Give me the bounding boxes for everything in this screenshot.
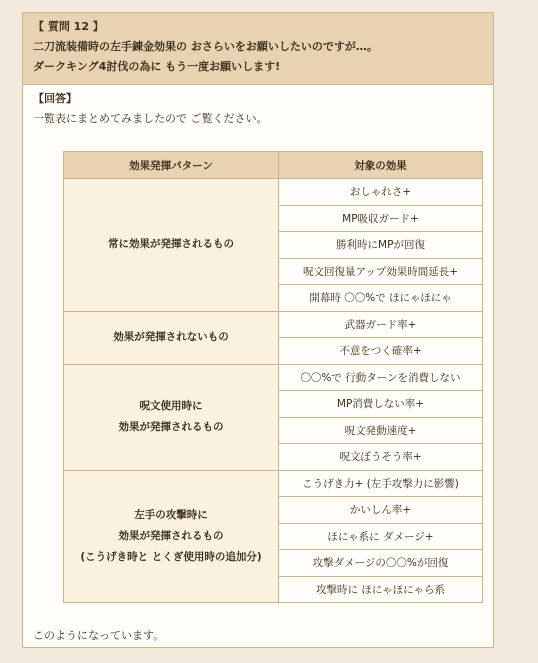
pattern-cell	[64, 311, 279, 364]
pattern-line: 効果が発揮されるもの	[118, 421, 224, 433]
answer-section	[23, 85, 493, 129]
effect-cell: 呪文回復量アップ効果時間延長+	[279, 258, 483, 285]
table-row	[64, 470, 483, 497]
answer-intro: 一覧表にまとめてみましたので ご覧ください。	[33, 112, 268, 125]
effect-cell: こうげき力+ (左手攻撃力に影響)	[279, 470, 483, 497]
header-pattern: 効果発揮パターン	[64, 152, 279, 179]
pattern-line: (こうげき時と とくぎ使用時の追加分)	[80, 550, 262, 563]
question-number: 【 質問 12 】	[33, 20, 104, 33]
pattern-cell	[64, 179, 279, 312]
effect-cell: 勝利時にMPが回復	[279, 232, 483, 259]
pattern-line: 効果が発揮されないもの	[113, 331, 229, 343]
effect-cell: 開幕時 〇〇%で ほにゃほにゃ	[279, 285, 483, 312]
pattern-line: 左手の攻撃時に	[134, 508, 208, 521]
pattern-cell	[64, 470, 279, 603]
answer-closing: このようになっています。	[33, 629, 165, 642]
effect-cell: おしゃれさ+	[279, 179, 483, 206]
table-row	[64, 364, 483, 391]
effect-cell: MP吸収ガード+	[279, 205, 483, 232]
question-line-1: 二刀流装備時の左手錬金効果の おさらいをお願いしたいのですが…。	[33, 40, 378, 53]
effect-cell: 呪文発動速度+	[279, 417, 483, 444]
effect-cell: 呪文ぼうそう率+	[279, 444, 483, 471]
effect-cell: 不意をつく確率+	[279, 338, 483, 365]
pattern-cell	[64, 364, 279, 470]
question-line-2: ダークキング4討伐の為に もう一度お願いします!	[33, 60, 281, 73]
effect-cell: ほにゃ系に ダメージ+	[279, 523, 483, 550]
effect-cell: 攻撃時に ほにゃほにゃら系	[279, 576, 483, 603]
qa-panel	[22, 12, 494, 648]
effect-cell: 武器ガード率+	[279, 311, 483, 338]
pattern-line: 呪文使用時に	[139, 400, 203, 412]
pattern-line: 常に効果が発揮されるもの	[108, 238, 234, 251]
header-effect: 対象の効果	[279, 152, 483, 179]
table-body	[64, 179, 483, 603]
effect-cell: MP消費しない率+	[279, 391, 483, 418]
table-header-row	[64, 152, 483, 179]
effects-table	[63, 151, 483, 603]
answer-label: 【回答】	[33, 92, 77, 105]
effect-cell: 〇〇%で 行動ターンを消費しない	[279, 364, 483, 391]
effect-cell: 攻撃ダメージの〇〇%が回復	[279, 550, 483, 577]
pattern-line: 効果が発揮されるもの	[118, 529, 224, 542]
table-row	[64, 311, 483, 338]
question-header	[23, 13, 493, 85]
table-row	[64, 179, 483, 206]
effect-cell: かいしん率+	[279, 497, 483, 524]
